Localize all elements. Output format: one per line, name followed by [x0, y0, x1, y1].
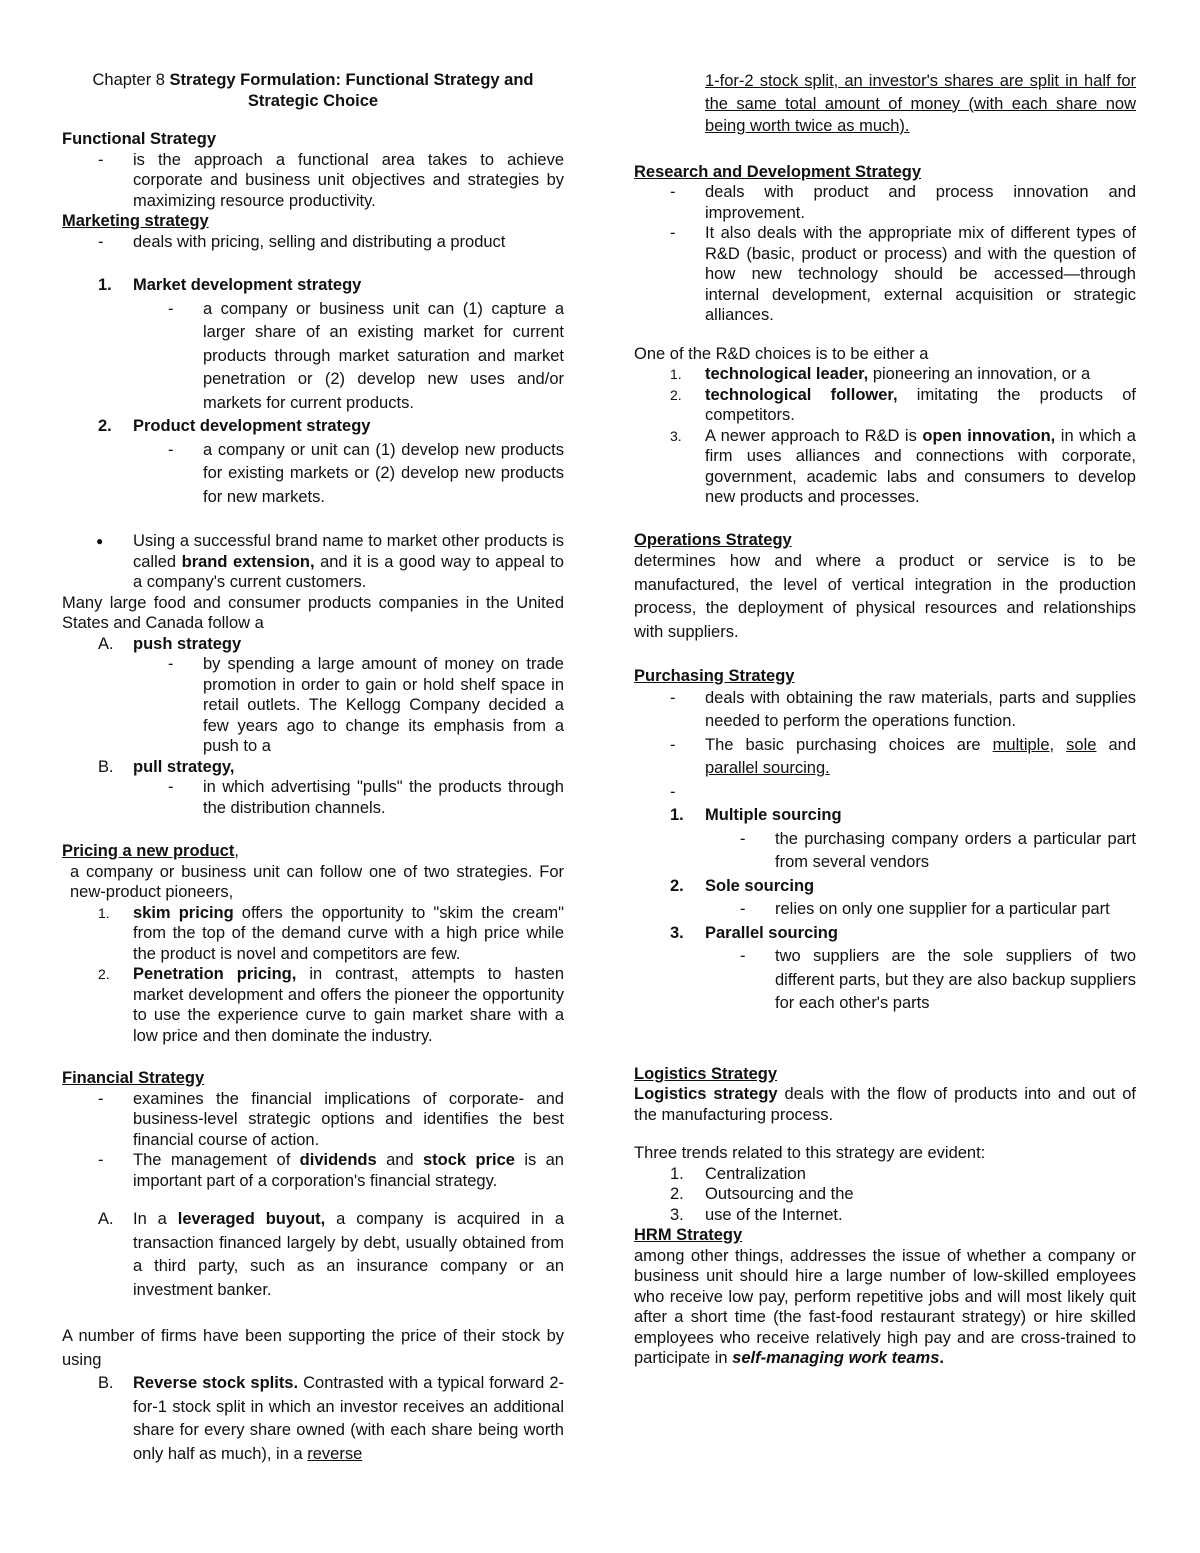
market-dev-title: Market development strategy — [133, 276, 362, 294]
dash-marker: - — [670, 688, 676, 707]
parallel-sourcing-item: 3. Parallel sourcing — [670, 923, 838, 942]
sole-sourcing-item: 2. Sole sourcing — [670, 876, 815, 895]
parallel-sourcing-text: - two suppliers are the sole suppliers of two different parts, but they are also backup suppliers for each other's parts — [740, 947, 1136, 1012]
trend-item: 3. use of the Internet. — [670, 1205, 843, 1224]
marketing-bullet: - deals with pricing, selling and distributing a product — [98, 232, 506, 251]
bullet-dot: ● — [96, 534, 104, 548]
trend-item: 2. Outsourcing and the — [670, 1185, 854, 1203]
multiple-sourcing-item: 1. Multiple sourcing — [670, 806, 842, 824]
pricing-heading-line: Pricing a new product, — [62, 842, 239, 860]
financial-bullet-1: - examines the financial implications of corporate- and business-level strategic options and identifies the best financial course of action. — [98, 1089, 564, 1149]
market-dev-item: 1. Market development strategy — [98, 276, 362, 294]
dash-marker: - — [670, 224, 676, 242]
logistics-heading: Logistics Strategy — [634, 1064, 778, 1083]
dash-marker: - — [98, 232, 104, 251]
logistics-trends-intro: Three trends related to this strategy are evident: — [634, 1144, 986, 1162]
logistics-text: Logistics strategy deals with the flow of products into and out of the manufacturing process. — [634, 1085, 1136, 1124]
rd-choice-follower: 2. technological follower, imitating the products of competitors. — [670, 385, 1136, 424]
dash-marker: - — [168, 778, 174, 796]
rd-choices-intro: One of the R&D choices is to be either a — [634, 344, 929, 363]
rd-choice-open-innovation: 3. A newer approach to R&D is open innovation, in which a firm uses alliances and connections with corporate, government, academic labs and consumers to develop new products and processes. — [670, 426, 1136, 506]
title-prefix: Chapter 8 — [92, 71, 165, 89]
push-text: - by spending a large amount of money on trade promotion in order to gain or hold shelf space in retail outlets. The Kellogg Company decided a few years ago to change its emphasis from a push to a — [168, 655, 564, 755]
reverse-split-continued: 1-for-2 stock split, an investor's shares are split in half for the same total amount of money (with each share now being worth twice as much). — [705, 72, 1136, 135]
trend-item: 1. Centralization — [670, 1164, 806, 1183]
purchasing-bullet-1: - deals with obtaining the raw materials, parts and supplies needed to perform the operations function. — [670, 688, 1136, 730]
product-dev-text: - a company or unit can (1) develop new products for existing markets or (2) develop new products for new markets. — [168, 440, 564, 506]
push-title: push strategy — [133, 634, 242, 653]
dash-marker: - — [168, 440, 174, 459]
penetration-pricing-item: 2. Penetration pricing, in contrast, attempts to hasten market development and offers the pioneer the opportunity to use the experience curve to gain market share with a low price and then dominate the industry. — [98, 965, 564, 1045]
rd-bullet-2: - It also deals with the appropriate mix of different types of R&D (basic, product or process) and with the question of how new technology should be accessed—through internal development, external acquisition or strategic alliances. — [670, 224, 1136, 324]
pull-text: - in which advertising "pulls" the products through the distribution channels. — [168, 778, 564, 817]
skim-pricing-item: 1. skim pricing offers the opportunity to "skim the cream" from the top of the demand curve with a high price while the product is novel and competitors are few. — [98, 903, 564, 963]
dash-marker: - — [168, 299, 174, 318]
dash-marker: - — [98, 1151, 104, 1169]
sole-sourcing-text: - relies on only one supplier for a particular part — [634, 898, 1136, 922]
support-stock-text: A number of firms have been supporting the price of their stock by using — [62, 1327, 564, 1369]
right-column — [634, 70, 1136, 1369]
purchasing-empty-bullet — [634, 781, 1136, 805]
dash-marker: - — [670, 782, 676, 801]
product-dev-title: Product development strategy — [133, 417, 371, 435]
dash-marker: - — [670, 183, 676, 201]
product-dev-item: 2. Product development strategy — [98, 417, 371, 435]
pull-item: B. pull strategy, — [98, 757, 235, 776]
lbo-item: A. In a leveraged buyout, a company is acquired in a transaction financed largely by debt, usually obtained from a third party, such as an insurance company or an investment banker. — [98, 1210, 565, 1299]
many-companies-text: Many large food and consumer products companies in the United States and Canada follow a — [62, 593, 564, 632]
marketing-heading: Marketing strategy — [62, 212, 209, 230]
financial-bullet-2: - The management of dividends and stock price is an important part of a corporation's financial strategy. — [98, 1151, 564, 1190]
rd-bullet-1: - deals with product and process innovation and improvement. — [670, 183, 1136, 222]
title-bold-1: Strategy Formulation: Functional Strategy and — [169, 71, 534, 89]
dash-marker: - — [98, 150, 104, 169]
purchasing-heading: Purchasing Strategy — [634, 667, 795, 685]
pricing-heading: Pricing a new product — [62, 842, 235, 860]
operations-heading: Operations Strategy — [634, 530, 792, 549]
functional-bullet: - is the approach a functional area takes to achieve corporate and business unit objectives and strategies by maximizing resource productivity. — [98, 150, 564, 210]
financial-heading: Financial Strategy — [62, 1069, 205, 1087]
multiple-sourcing-text: - the purchasing company orders a particular part from several vendors — [740, 829, 1136, 871]
market-dev-text: - a company or business unit can (1) capture a larger share of an existing market for current products through market saturation and market penetration or (2) develop new uses and/or markets for current products. — [168, 299, 564, 412]
dash-marker: - — [168, 655, 174, 673]
brand-extension-bullet: ● Using a successful brand name to market other products is called brand extension, and it is a good way to appeal to a company's current customers. — [96, 532, 564, 591]
reverse-split-item: B. Reverse stock splits. Contrasted with a typical forward 2-for-1 stock split in which an investor receives an additional share for every share owned (with each share being worth only half as much), in a reverse — [98, 1374, 564, 1463]
rd-choice-leader: 1. technological leader, pioneering an innovation, or a — [670, 365, 1091, 383]
dash-marker: - — [670, 735, 676, 754]
left-column — [62, 70, 564, 1466]
operations-text: determines how and where a product or service is to be manufactured, the level of vertical integration in the production process, the deployment of physical resources and relationships with suppliers. — [634, 552, 1136, 641]
document-title — [62, 70, 564, 111]
dash-marker: - — [740, 947, 746, 965]
dash-marker: - — [98, 1089, 104, 1108]
push-item: A. push strategy — [98, 634, 242, 653]
rd-heading: Research and Development Strategy — [634, 162, 922, 181]
dash-marker: - — [740, 829, 746, 848]
functional-heading: Functional Strategy — [62, 130, 217, 148]
title-bold-2: Strategic Choice — [247, 91, 379, 110]
dash-marker: - — [740, 900, 746, 918]
pricing-intro: a company or business unit can follow one of two strategies. For new-product pioneers, — [70, 862, 564, 901]
pull-title: pull strategy, — [133, 757, 235, 776]
purchasing-bullet-2: - The basic purchasing choices are multiple, sole and parallel sourcing. — [670, 735, 1137, 777]
hrm-heading: HRM Strategy — [634, 1226, 743, 1244]
hrm-text: among other things, addresses the issue of whether a company or business unit should hire a large number of low-skilled employees who receive low pay, perform repetitive jobs and will most likely quit after a short time (the fast-food restaurant strategy) or hire skilled employees who receive relatively high pay and are cross-trained to participate in self-managing work teams. — [634, 1246, 1136, 1367]
